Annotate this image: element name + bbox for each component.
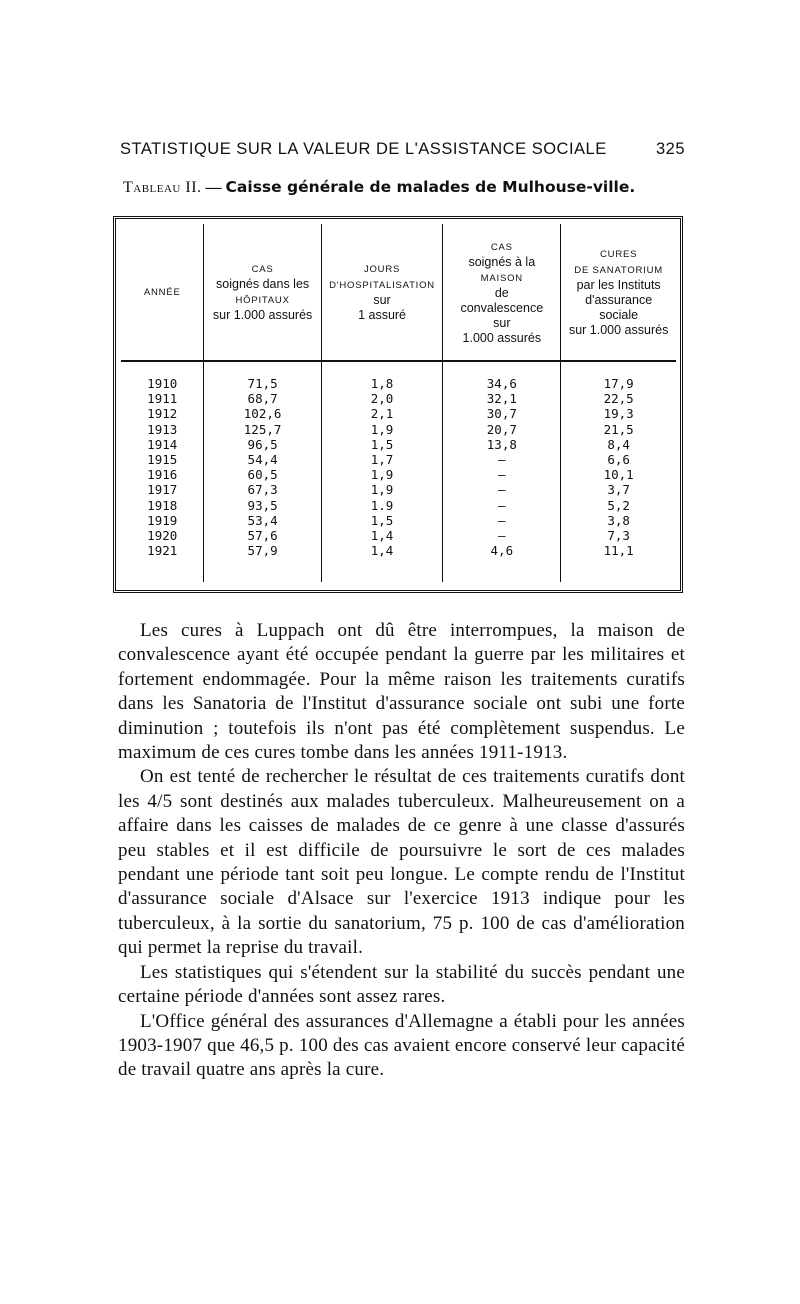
column-maison	[443, 361, 561, 582]
table-cell: 1921	[147, 543, 178, 559]
table-cell: 1,5	[370, 436, 394, 452]
table-cell: 1917	[147, 482, 178, 498]
table-cell: 1,9	[370, 467, 394, 483]
table-cell: 102,6	[243, 406, 282, 422]
page-number: 325	[655, 140, 685, 158]
paragraph: L'Office général des assurances d'Allemagne a établi pour les années 1903-1907 que 46,5 p. 100 des cas avaient encore conservé leur capacité de travail quatre ans après la cure.	[118, 1010, 685, 1081]
table-cell: 1914	[147, 436, 178, 452]
table-cell: 1,9	[370, 482, 394, 498]
table-cell: 1,8	[370, 376, 394, 391]
caption-dash: —	[205, 179, 222, 196]
table-cell: 3,7	[607, 482, 630, 498]
table-cell: 93,5	[247, 497, 278, 513]
table-cell: 1,4	[370, 528, 394, 544]
header-maison: CAS soignés à la MAISON de convalescence sur 1.000 assurés	[443, 224, 561, 361]
table-cell: 57,6	[247, 528, 278, 544]
table-cell: 68,7	[247, 391, 278, 407]
table-cell: —	[498, 467, 506, 483]
table-cell: 2,0	[370, 391, 394, 407]
table-cell: 1918	[147, 497, 178, 513]
table-cell: 60,5	[247, 467, 278, 483]
table-cell: 57,9	[247, 543, 278, 559]
table-cell: 125,7	[243, 421, 282, 437]
table-cell: 3,8	[607, 512, 630, 528]
table-cell: 32,1	[486, 391, 517, 407]
running-header-title: STATISTIQUE SUR LA VALEUR DE L'ASSISTANCE SOCIALE	[120, 140, 607, 158]
table-cell: 1920	[147, 528, 178, 544]
paragraph: Les statistiques qui s'étendent sur la stabilité du succès pendant une certaine période d'années sont assez rares.	[118, 961, 685, 1008]
table-cell: —	[498, 528, 506, 544]
table-cell: 96,5	[247, 436, 278, 452]
running-header	[120, 140, 685, 159]
table-cell: 1919	[147, 512, 178, 528]
table-cell: 1912	[147, 406, 178, 422]
table-body-row	[121, 361, 676, 582]
table-cell: 21,5	[603, 421, 634, 437]
table-caption	[123, 178, 723, 197]
paragraph: Les cures à Luppach ont dû être interrompues, la maison de convalescence ayant été occupée pendant la guerre par les militaires et fortement endommagée. Pour la même raison les traitements curatifs dans les Sanatoria de l'Institut d'assurance sociale ont subi une forte diminution ; toutefois ils n'ont pas été complètement suspendus. Le maximum de ces cures tombe dans les années 1911-1913.	[118, 620, 685, 764]
table-cell: 2,1	[370, 406, 394, 422]
table-cell: —	[498, 497, 506, 513]
table-cell: 5,2	[607, 497, 630, 513]
table-cell: 1916	[147, 467, 178, 483]
paragraph: On est tenté de rechercher le résultat de ces traitements curatifs dont les 4/5 sont destinés aux malades tuberculeux. Malheureusement on a affaire dans les caisses de malades de ce genre à une classe d'assurés peu stables et il est difficile de poursuivre le sort de ces malades pendant une période tant soit peu longue. Le compte rendu de l'Institut d'assurance sociale d'Alsace sur l'exercice 1913 indique pour les tuberculeux, à la sortie du sanatorium, 75 p. 100 de cas d'amélioration qui permet la reprise du travail.	[118, 766, 685, 959]
table-cell: 13,8	[486, 436, 517, 452]
table-cell: 4,6	[490, 543, 514, 559]
body-text	[118, 619, 685, 1083]
table-cell: 54,4	[247, 452, 278, 468]
table-label: Tableau II.	[123, 179, 202, 196]
column-jours	[321, 361, 443, 582]
table-cell: 1,5	[370, 512, 394, 528]
table-cell: 20,7	[486, 421, 517, 437]
table-title: Caisse générale de malades de Mulhouse-ville.	[225, 178, 636, 196]
data-table	[121, 224, 676, 582]
table-cell: 19,3	[603, 406, 634, 422]
table-cell: 10,1	[603, 467, 634, 483]
table-cell: —	[498, 482, 506, 498]
table-cell: 11,1	[603, 543, 634, 559]
table-cell: 1911	[147, 391, 178, 407]
header-annee: ANNÉE	[121, 224, 204, 361]
table-cell: 1915	[147, 452, 178, 468]
table-cell: 1,7	[370, 452, 394, 468]
column-hopitaux	[204, 361, 321, 582]
table-cell: 1910	[147, 376, 178, 391]
column-cures	[561, 361, 676, 582]
header-hopitaux: CAS soignés dans les HÔPITAUX sur 1.000 assurés	[204, 224, 321, 361]
table-cell: 1,4	[370, 543, 394, 559]
table-cell: 8,4	[607, 436, 630, 452]
table-cell: —	[498, 512, 506, 528]
data-table-frame	[113, 216, 683, 593]
table-cell: 71,5	[247, 376, 278, 391]
table-cell: 1913	[147, 421, 178, 437]
table-cell: 34,6	[486, 376, 517, 391]
table-cell: —	[498, 452, 506, 468]
table-cell: 7,3	[607, 528, 630, 544]
table-cell: 17,9	[603, 376, 634, 391]
table-cell: 22,5	[603, 391, 634, 407]
table-cell: 67,3	[247, 482, 278, 498]
table-header-row	[121, 224, 676, 361]
table-cell: 30,7	[486, 406, 517, 422]
column-annee	[121, 361, 204, 582]
table-cell: 1,9	[370, 421, 394, 437]
table-cell: 6,6	[607, 452, 630, 468]
table-cell: 53,4	[247, 512, 278, 528]
table-cell: 1.9	[370, 497, 394, 513]
header-jours: JOURS D'HOSPITALISATION sur 1 assuré	[321, 224, 443, 361]
header-cures: CURES DE SANATORIUM par les Instituts d'assurance sociale sur 1.000 assurés	[561, 224, 676, 361]
